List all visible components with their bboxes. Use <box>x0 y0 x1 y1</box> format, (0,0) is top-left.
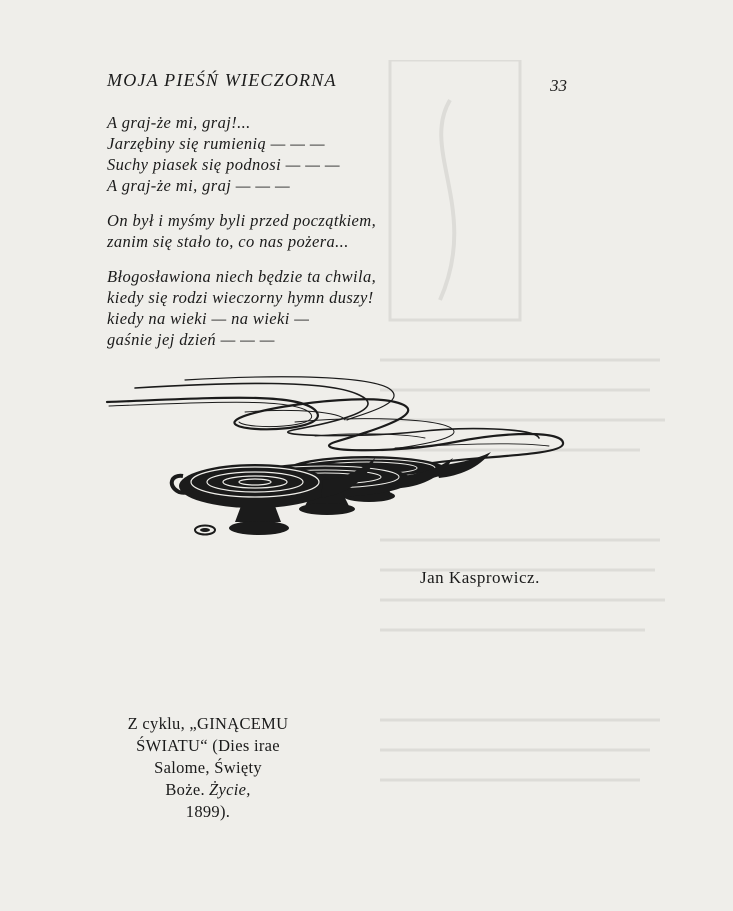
source-cycle-part2: ŚWIATU <box>136 736 201 755</box>
page-number: 33 <box>550 76 567 95</box>
source-cycle-part1: GINĄCEMU <box>197 714 289 733</box>
source-prefix: Z cyklu, „ <box>127 714 198 733</box>
source-note <box>98 713 318 823</box>
running-title: MOJA PIEŚŃ WIECZORNA <box>107 70 337 90</box>
poem-line: Suchy piasek się podnosi — — — <box>107 155 340 174</box>
source-line-4-plain: Boże. <box>165 780 205 799</box>
poem-line: A graj-że mi, graj!... <box>107 113 251 132</box>
poem-line: A graj-że mi, graj — — — <box>107 176 291 195</box>
source-line-3: Salome, Święty <box>154 758 262 777</box>
poem-line: kiedy się rodzi wieczorny hymn duszy! <box>107 288 374 307</box>
poem-line: gaśnie jej dzień — — — <box>107 330 275 349</box>
oil-lamps-smoke-illustration <box>95 372 575 547</box>
poem-line: kiedy na wieki — na wieki — <box>107 309 310 328</box>
poem-line: On był i myśmy byli przed początkiem, <box>107 211 377 230</box>
stanza-3 <box>107 266 467 350</box>
source-after-cycle: “ (Dies irae <box>200 736 280 755</box>
poem-line: zanim się stało to, co nas pożera... <box>107 232 349 251</box>
poem-line: Jarzębiny się rumienią — — — <box>107 134 325 153</box>
poem-line: Błogosławiona niech będzie ta chwila, <box>107 267 377 286</box>
author-signature: Jan Kasprowicz. <box>420 568 540 587</box>
poem-text <box>107 112 467 364</box>
source-line-4-italic: Życie, <box>209 780 251 799</box>
source-line-5: 1899). <box>185 802 231 821</box>
stanza-1 <box>107 112 467 196</box>
stanza-2 <box>107 210 467 252</box>
